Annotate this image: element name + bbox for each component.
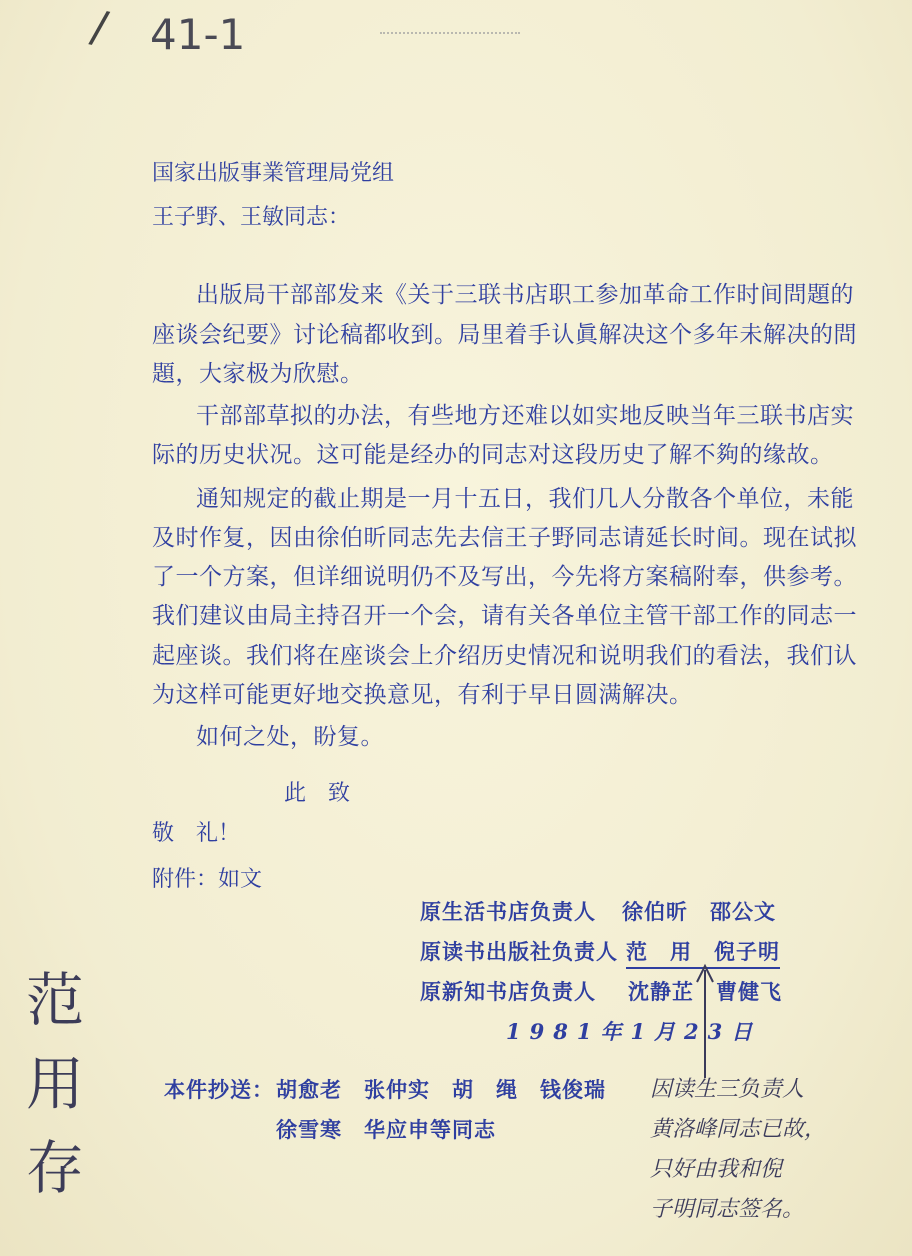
para1-line2: 座谈会纪要》讨论稿都收到。局里着手认眞解决这个多年未解决的問 xyxy=(152,322,857,348)
signature-names-xinzhi: 沈静芷 曹健飞 xyxy=(628,979,782,1004)
margin-char-3: 存 xyxy=(26,1134,85,1202)
attachment-note: 附件：如文 xyxy=(152,867,263,892)
note-line-2: 黄洛峰同志已故， xyxy=(650,1117,827,1142)
note-line-3: 只好由我和倪 xyxy=(650,1157,783,1182)
cc-line2: 徐雪寒 华应申等同志 xyxy=(276,1117,496,1142)
para1-line3: 題，大家极为欣慰。 xyxy=(152,361,364,387)
faint-dots xyxy=(380,32,520,34)
handwritten-margin-note xyxy=(26,958,106,1210)
signature-label-xinzhi: 原新知书店负责人 xyxy=(420,979,596,1004)
margin-char-2: 用 xyxy=(26,1050,85,1118)
para3-line1: 通知规定的截止期是一月十五日，我们几人分散各个单位，未能 xyxy=(196,486,854,512)
pencil-tick-mark: / xyxy=(86,1,112,54)
para3-line2: 及时作复，因由徐伯昕同志先去信王子野同志请延长时间。现在试拟 xyxy=(152,525,857,551)
para3-line5: 起座谈。我们将在座谈会上介绍历史情况和说明我们的看法，我们认 xyxy=(152,643,857,669)
cc-line1: 胡愈老 张仲实 胡 绳 钱俊瑞 xyxy=(276,1077,606,1102)
signature-label-shenghuo: 原生活书店负责人 xyxy=(420,899,596,924)
para3-line4: 我们建议由局主持召开一个会，请有关各单位主管干部工作的同志一 xyxy=(152,603,857,629)
recipient-persons: 王子野、王敏同志： xyxy=(152,205,351,230)
signature-label-dushu: 原读书出版社负责人 xyxy=(420,939,618,964)
page-number-handwritten: 41-1 xyxy=(150,10,246,59)
signature-names-shenghuo: 徐伯昕 邵公文 xyxy=(622,899,776,924)
handwritten-explanation-note xyxy=(650,1070,826,1230)
cc-label: 本件抄送： xyxy=(164,1077,274,1102)
para4-line1: 如何之处，盼复。 xyxy=(196,724,384,750)
para3-line6: 为这样可能更好地交换意见，有利于早日圆满解决。 xyxy=(152,682,693,708)
para1-line1: 出版局干部部发来《关于三联书店职工参加革命工作时间問題的 xyxy=(196,282,854,308)
signature-names-dushu: 范 用 倪子明 xyxy=(626,936,780,969)
closing-jingli: 敬 礼！ xyxy=(152,821,241,846)
closing-cizhi: 此 致 xyxy=(284,781,351,806)
recipient-org: 国家出版事業管理局党组 xyxy=(152,161,395,186)
note-line-4: 子明同志签名。 xyxy=(650,1197,805,1222)
note-line-1: 因读生三负责人 xyxy=(650,1077,805,1102)
para2-line2: 际的历史状况。这可能是经办的同志对这段历史了解不夠的缘故。 xyxy=(152,442,834,468)
para3-line3: 了一个方案，但详细说明仍不及写出，今先将方案稿附奉，供参考。 xyxy=(152,564,857,590)
para2-line1: 干部部草拟的办法，有些地方还难以如实地反映当年三联书店实 xyxy=(196,403,854,429)
margin-char-1: 范 xyxy=(26,966,85,1034)
letter-date: 1981年1月23日 xyxy=(506,1019,762,1044)
